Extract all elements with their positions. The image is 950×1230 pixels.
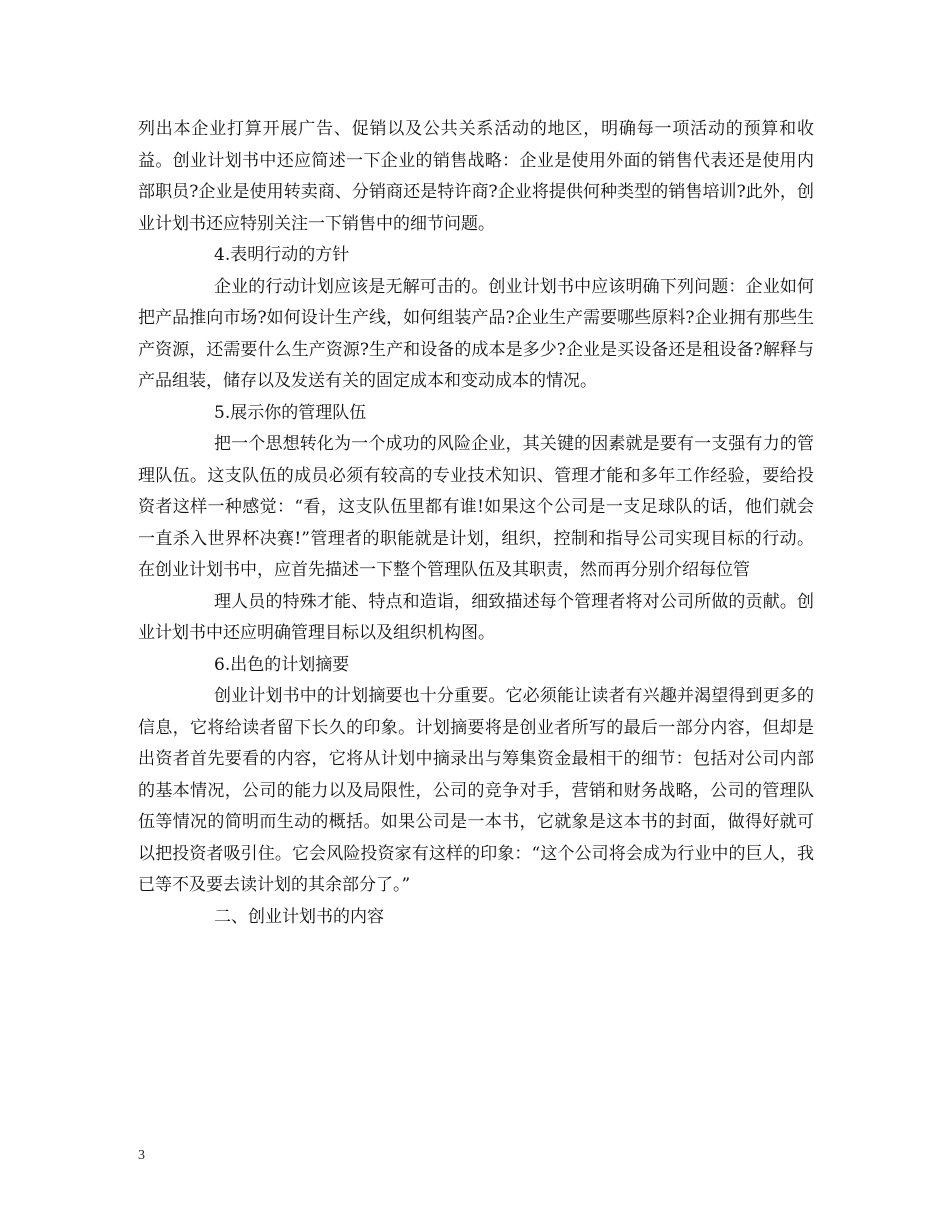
heading-action-plan: 4.表明行动的方针: [214, 245, 350, 265]
page-number: 3: [138, 1148, 145, 1163]
document-body: [138, 114, 814, 933]
paragraph-plan-summary: 创业计划书中的计划摘要也十分重要。它必须能让读者有兴趣并渴望得到更多的信息，它将给读者留下长久的印象。计划摘要将是创业者所写的最后一部分内容，但却是出资者首先要看的内容，它将从计划中摘录出与筹集资金最相干的细节：包括对公司内部的基本情况，公司的能力以及局限性，公司的竞争对手，营销和财务战略，公司的管理队伍等情况的简明而生动的概括。如果公司是一本书，它就象是这本书的封面，做得好就可以把投资者吸引住。它会风险投资家有这样的印象：“这个公司将会成为行业中的巨人，我已等不及要去读计划的其余部分了。”: [138, 686, 814, 895]
heading-plan-summary: 6.出色的计划摘要: [214, 654, 350, 675]
paragraph-management-team: 把一个思想转化为一个成功的风险企业，其关键的因素就是要有一支强有力的管理队伍。这支队伍的成员必须有较高的专业技术知识、管理才能和多年工作经验，要给投资者这样一种感觉：“看，这支队伍里都有谁!如果这个公司是一支足球队的话，他们就会一直杀入世界杯决赛!”管理者的职能就是计划，组织，控制和指导公司实现目标的行动。在创业计划书中，应首先描述一下整个管理队伍及其职责，然而再分别介绍每位管: [138, 434, 814, 580]
heading-plan-contents: 二、创业计划书的内容: [214, 906, 384, 927]
paragraph-action-plan: 企业的行动计划应该是无解可击的。创业计划书中应该明确下列问题：企业如何把产品推向市场?如何设计生产线，如何组装产品?企业生产需要哪些原料?企业拥有那些生产资源，还需要什么生产资源?生产和设备的成本是多少?企业是买设备还是租设备?解释与产品组装，储存以及发送有关的固定成本和变动成本的情况。: [138, 276, 814, 391]
paragraph-management-roles: 理人员的特殊才能、特点和造诣，细致描述每个管理者将对公司所做的贡献。创业计划书中还应明确管理目标以及组织机构图。: [138, 591, 814, 643]
heading-management-team: 5.展示你的管理队伍: [214, 402, 367, 423]
paragraph-sales-strategy: 列出本企业打算开展广告、促销以及公共关系活动的地区，明确每一项活动的预算和收益。创业计划书中还应简述一下企业的销售战略：企业是使用外面的销售代表还是使用内部职员?企业是使用转卖商、分销商还是特许商?企业将提供何种类型的销售培训?此外，创业计划书还应特别关注一下销售中的细节问题。: [138, 119, 814, 234]
